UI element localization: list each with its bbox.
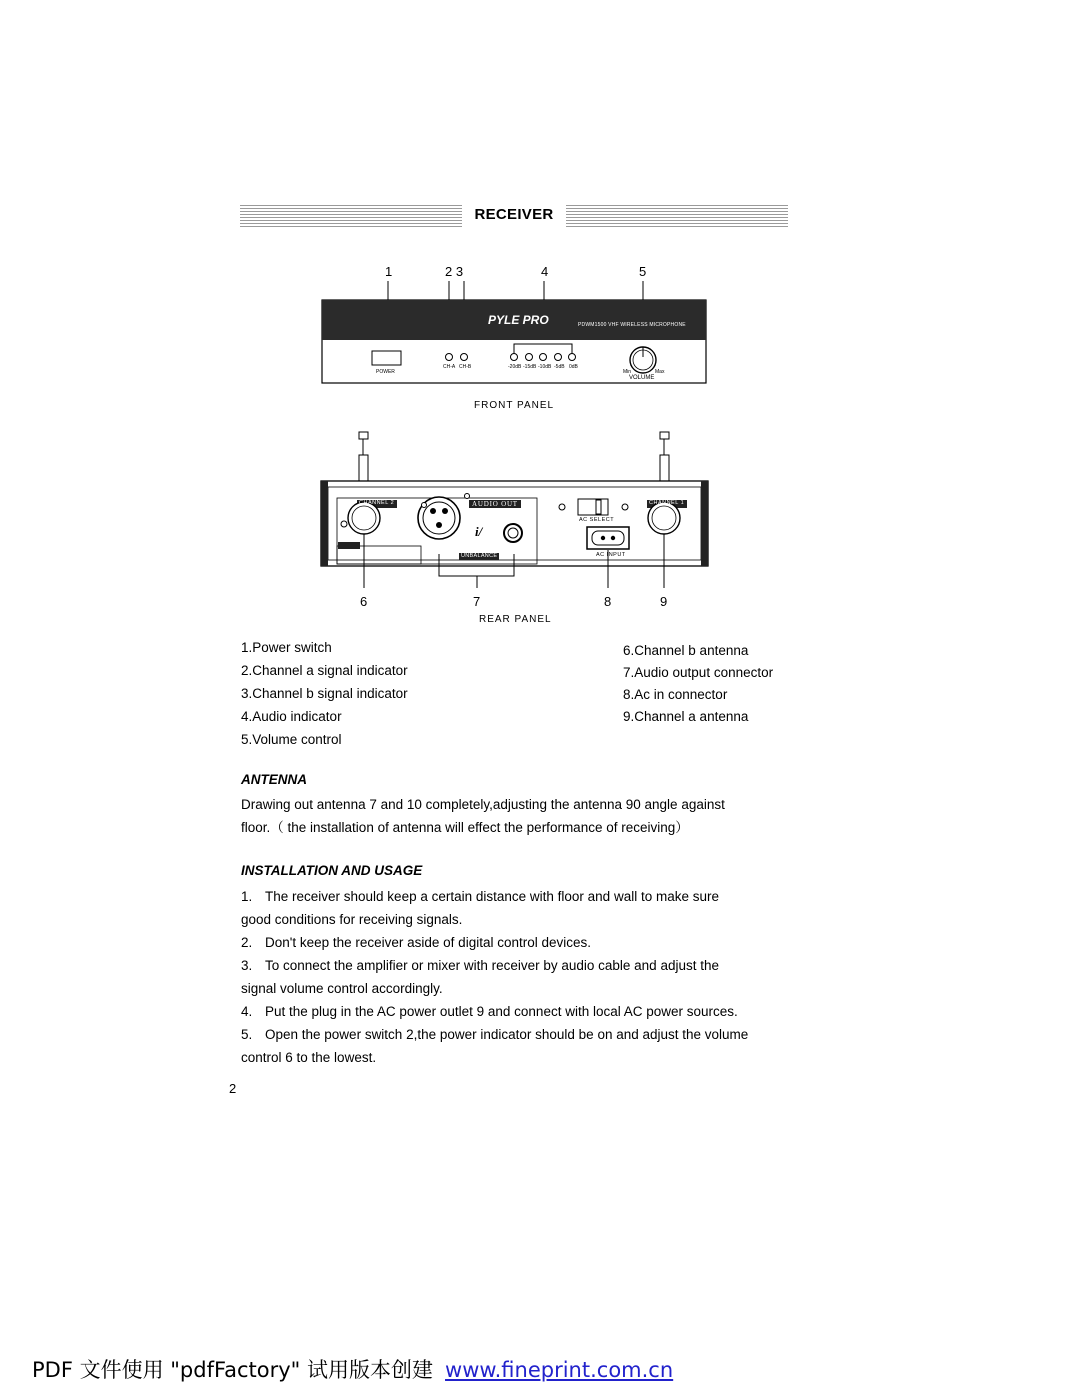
step-number: 1. [241, 889, 253, 904]
step-text: Don't keep the receiver aside of digital control devices. [265, 935, 592, 950]
svg-text:i/: i/ [475, 524, 483, 539]
callout-7: 7 [473, 594, 481, 609]
step-number: 5. [241, 1027, 253, 1042]
installation-steps [241, 885, 748, 1069]
level-label: -5dB [554, 364, 565, 370]
max-label: Max [655, 369, 665, 375]
step-number: 4. [241, 1004, 253, 1019]
brand-logo: PYLE PRO [488, 313, 549, 327]
step-text: To connect the amplifier or mixer with receiver by audio cable and adjust the [265, 958, 719, 973]
legend-item: 3.Channel b signal indicator [241, 686, 408, 701]
legend-item: 2.Channel a signal indicator [241, 663, 408, 678]
page-title: RECEIVER [474, 206, 554, 223]
antenna-text-line2: floor.（ the installation of antenna will effect the performance of receiving） [241, 820, 689, 835]
legend-item: 9.Channel a antenna [623, 709, 749, 724]
legend-left [241, 636, 408, 751]
legend-item: 7.Audio output connector [623, 665, 774, 680]
footer-text: PDF 文件使用 "pdfFactory" 试用版本创建 [32, 1358, 434, 1382]
legend-item: 1.Power switch [241, 640, 332, 655]
legend-item: 5.Volume control [241, 732, 342, 747]
rear-panel-diagram [0, 420, 1080, 590]
step-continuation: signal volume control accordingly. [241, 981, 443, 996]
step-text: Open the power switch 2,the power indicator should be on and adjust the volume [265, 1027, 749, 1042]
pdf-footer [32, 1354, 673, 1384]
step-number: 3. [241, 958, 253, 973]
unbalance-label: UNBALANCE [461, 553, 498, 559]
step-text: Put the plug in the AC power outlet 9 and connect with local AC power sources. [265, 1004, 738, 1019]
level-label: -20dB [508, 364, 522, 370]
antenna-text-line1: Drawing out antenna 7 and 10 completely,adjusting the antenna 90 angle against [241, 797, 725, 812]
level-label: -10dB [538, 364, 552, 370]
callout-9: 9 [660, 594, 668, 609]
step-item [241, 954, 748, 977]
ac-select-label: AC SELECT [579, 517, 615, 523]
ch-b-label: CH-B [459, 364, 472, 370]
callout-8: 8 [604, 594, 612, 609]
legend-item: 8.Ac in connector [623, 687, 728, 702]
front-panel-caption: FRONT PANEL [474, 400, 555, 411]
min-label: Min [623, 369, 632, 375]
installation-heading: INSTALLATION AND USAGE [241, 863, 423, 878]
callout-5: 5 [639, 264, 647, 279]
ch-a-label: CH-A [443, 364, 456, 370]
power-label: POWER [376, 369, 395, 375]
callout-1: 1 [385, 264, 393, 279]
rear-panel-caption: REAR PANEL [479, 614, 552, 625]
level-label: 0dB [569, 364, 578, 370]
front-panel-diagram [0, 0, 1080, 420]
callout-4: 4 [541, 264, 549, 279]
audio-out-label: AUDIO OUT [472, 500, 518, 508]
footer-link[interactable]: www.fineprint.com.cn [445, 1358, 674, 1382]
callout-6: 6 [360, 594, 368, 609]
legend-item: 6.Channel b antenna [623, 643, 749, 658]
step-number: 2. [241, 935, 253, 950]
page-number: 2 [229, 1081, 237, 1096]
volume-label: VOLUME [629, 375, 655, 381]
step-continuation: control 6 to the lowest. [241, 1050, 377, 1065]
channel1-label: CHANNEL 1 [649, 500, 685, 506]
step-item [241, 1023, 748, 1046]
step-item [241, 885, 748, 908]
step-item [241, 1000, 748, 1023]
callout-2-3: 2 3 [445, 264, 464, 279]
step-item [241, 931, 748, 954]
legend-item: 4.Audio indicator [241, 709, 342, 724]
model-label: PDWM1500 VHF WIRELESS MICROPHONE [578, 322, 686, 328]
step-text: The receiver should keep a certain distance with floor and wall to make sure [265, 889, 719, 904]
level-label: -15dB [523, 364, 537, 370]
ac-input-label: AC INPUT [596, 552, 626, 558]
step-continuation: good conditions for receiving signals. [241, 912, 463, 927]
antenna-heading: ANTENNA [241, 772, 307, 787]
channel2-label: CHANNEL 2 [359, 500, 395, 506]
legend-right [623, 640, 773, 728]
